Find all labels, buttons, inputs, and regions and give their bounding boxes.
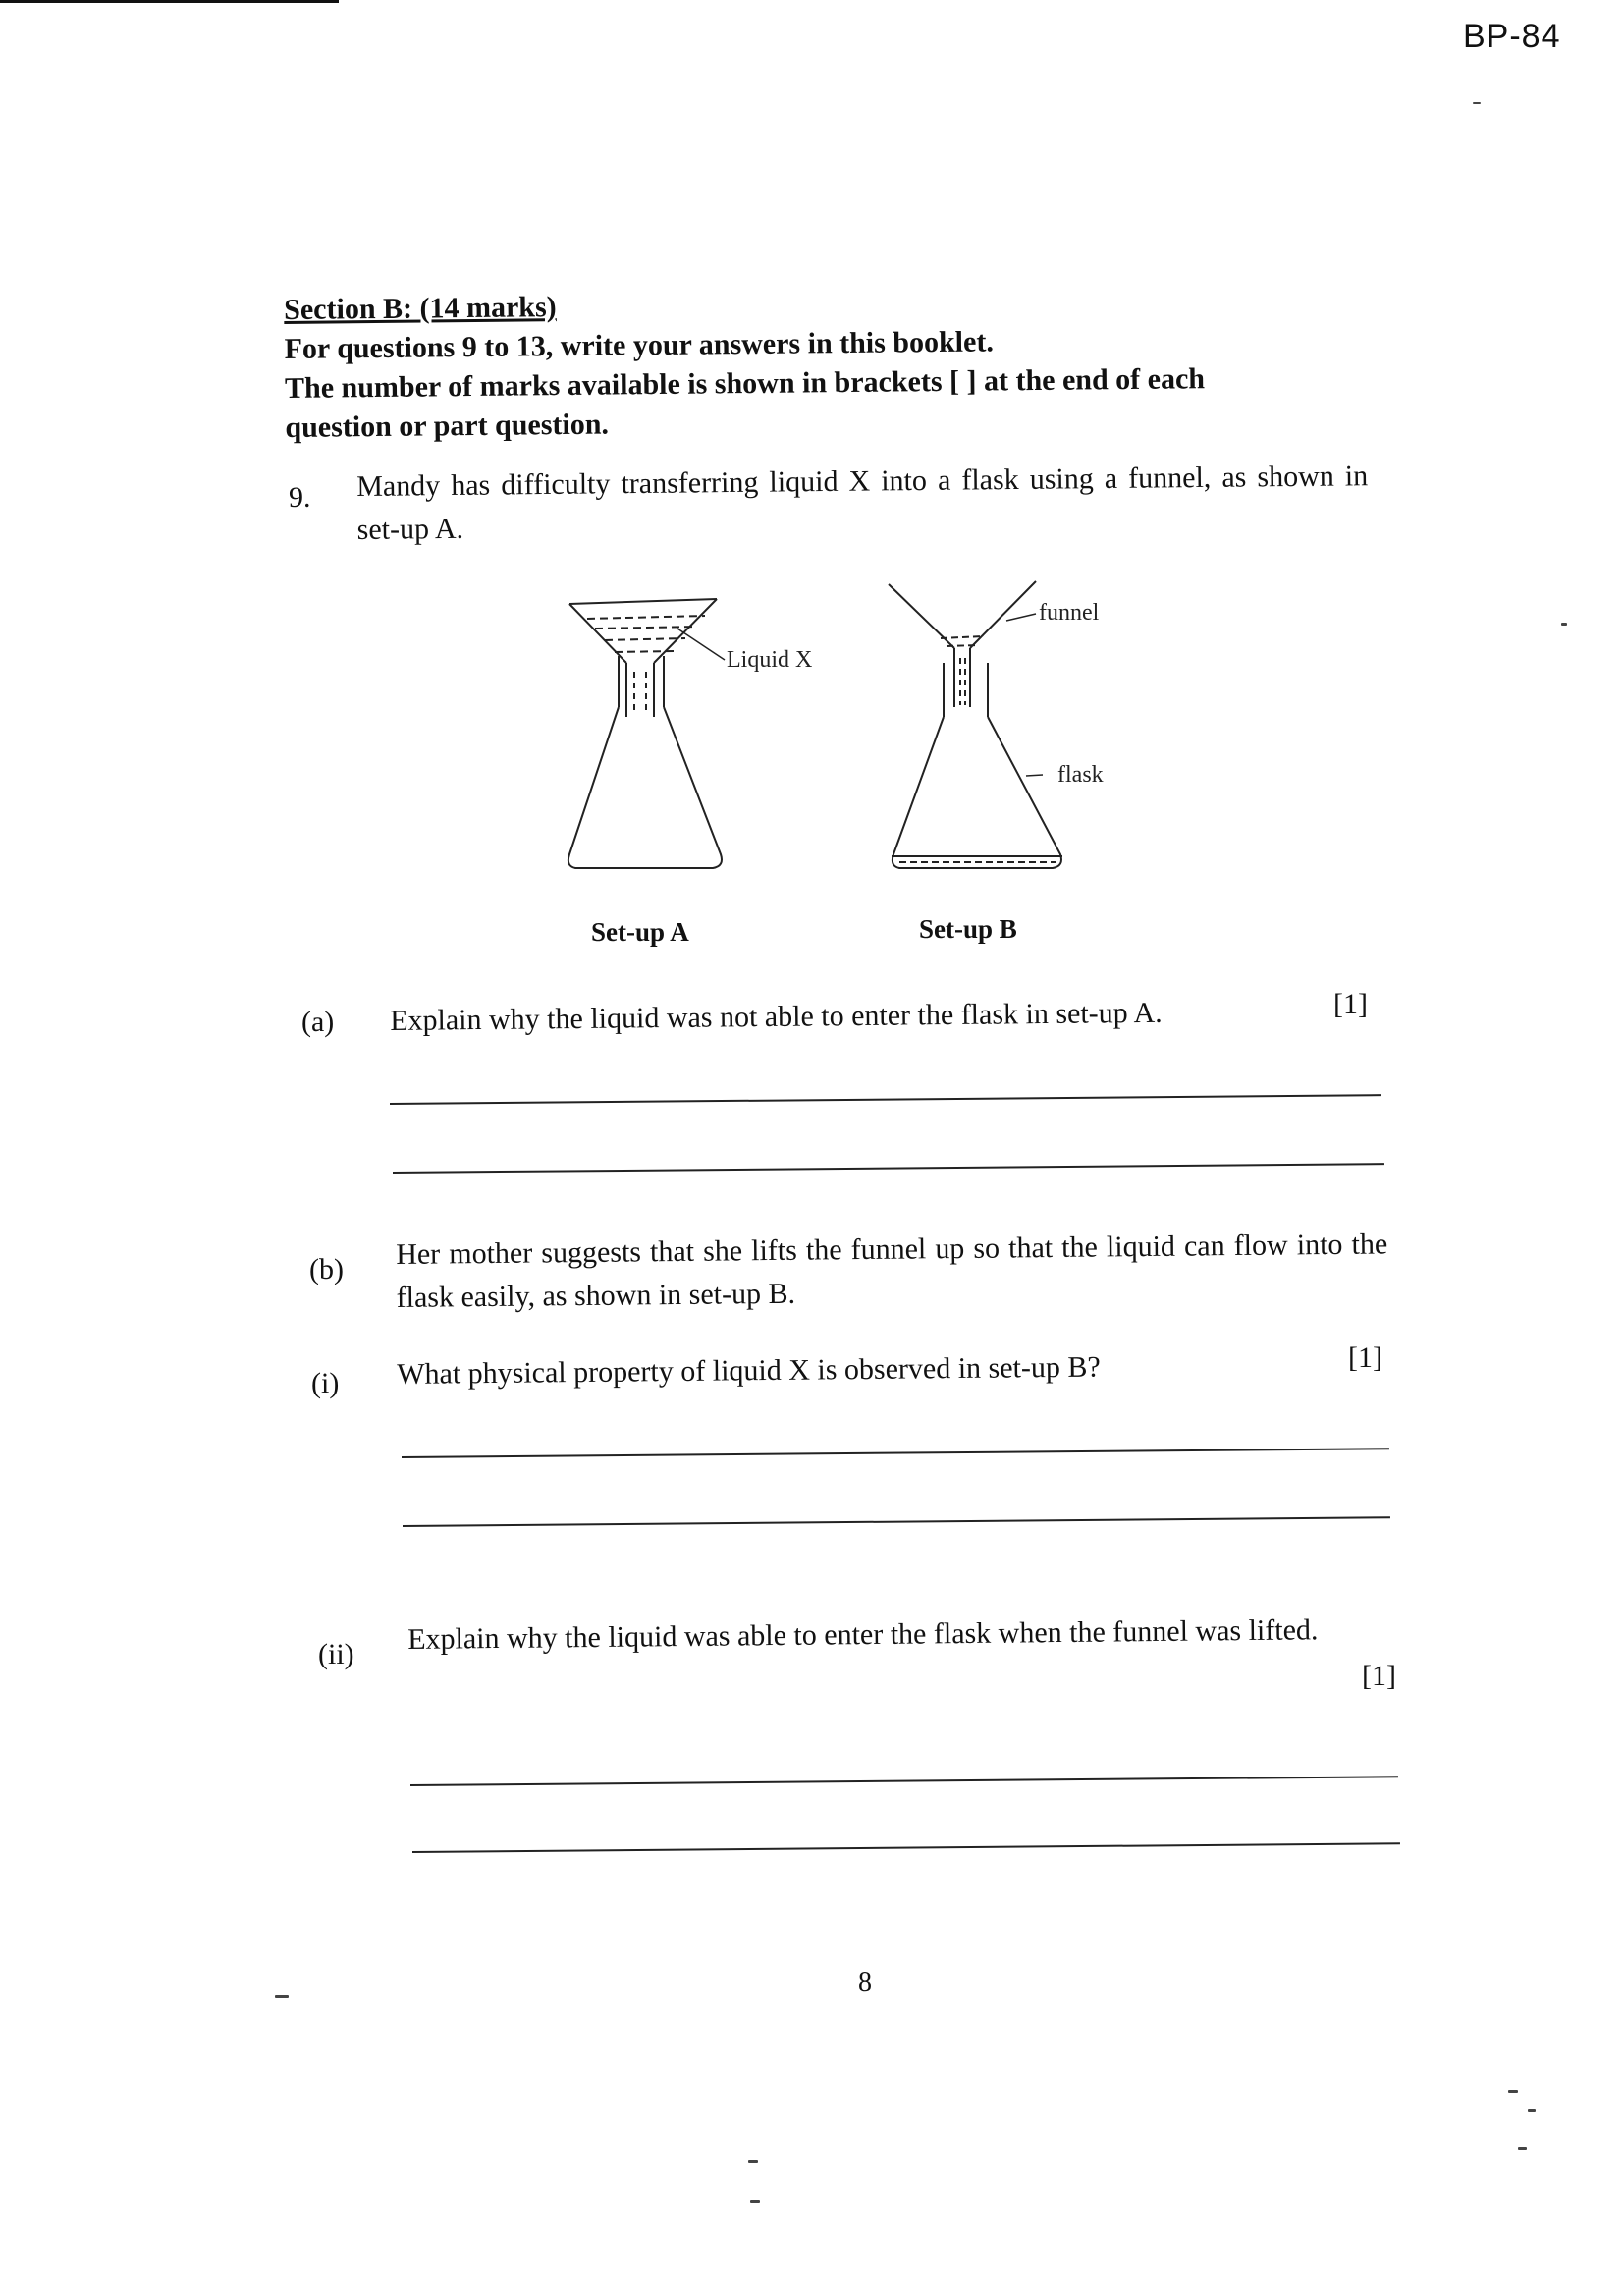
liquid-x-label: Liquid X (727, 647, 813, 673)
answer-line[interactable] (390, 1094, 1381, 1105)
answer-line[interactable] (403, 1516, 1390, 1527)
part-b-text: Her mother suggests that she lifts the funnel up so that the liquid can flow into the flask easily, as shown in set-up B. (396, 1228, 1388, 1314)
scan-speck (1518, 2147, 1527, 2150)
setup-b-drawing (889, 581, 1062, 868)
part-b-i-text: What physical property of liquid X is observed in set-up B? (397, 1350, 1101, 1391)
top-edge-rule (0, 0, 339, 3)
instruction-line-1: For questions 9 to 13, write your answers in this booklet. (284, 325, 995, 365)
page-code: BP-84 (1463, 18, 1561, 55)
scan-speck (1561, 623, 1567, 626)
part-b-ii-label: (ii) (318, 1638, 354, 1670)
part-b-label: (b) (309, 1253, 344, 1285)
part-a-marks: [1] (1333, 988, 1368, 1020)
answer-line[interactable] (402, 1448, 1389, 1458)
part-b-ii-marks: [1] (1362, 1660, 1396, 1692)
part-b-i-marks: [1] (1348, 1341, 1382, 1374)
flask-label: flask (1057, 762, 1104, 788)
answer-line[interactable] (393, 1163, 1384, 1174)
question-stem: Mandy has difficulty transferring liquid X into a flask using a funnel, as shown in set-up A. (356, 460, 1369, 546)
scan-speck (748, 2160, 758, 2163)
scan-speck (750, 2200, 760, 2203)
page-number: 8 (858, 1967, 872, 1997)
setup-a-drawing (568, 599, 722, 868)
instruction-line-3: question or part question. (285, 408, 610, 444)
part-a-text: Explain why the liquid was not able to enter the flask in set-up A. (390, 996, 1163, 1037)
section-header (284, 279, 1385, 448)
part-b-i-label: (i) (311, 1367, 340, 1399)
answer-line[interactable] (412, 1842, 1400, 1853)
scan-speck (1508, 2090, 1518, 2093)
part-b-ii-text: Explain why the liquid was able to enter the flask when the funnel was lifted. (407, 1613, 1319, 1656)
part-a-label: (a) (301, 1006, 335, 1038)
question-number: 9. (289, 481, 311, 514)
answer-line[interactable] (410, 1776, 1398, 1786)
section-title: Section B: (14 marks) (284, 291, 557, 326)
setup-a-caption: Set-up A (591, 917, 689, 947)
funnel-label: funnel (1039, 600, 1100, 626)
scan-speck (1473, 102, 1481, 104)
scan-speck (1528, 2109, 1536, 2112)
setup-b-caption: Set-up B (919, 914, 1017, 944)
funnel-flask-figure (530, 570, 1139, 962)
scan-speck (275, 1995, 289, 1998)
instruction-line-2: The number of marks available is shown in brackets [ ] at the end of each (284, 362, 1206, 405)
